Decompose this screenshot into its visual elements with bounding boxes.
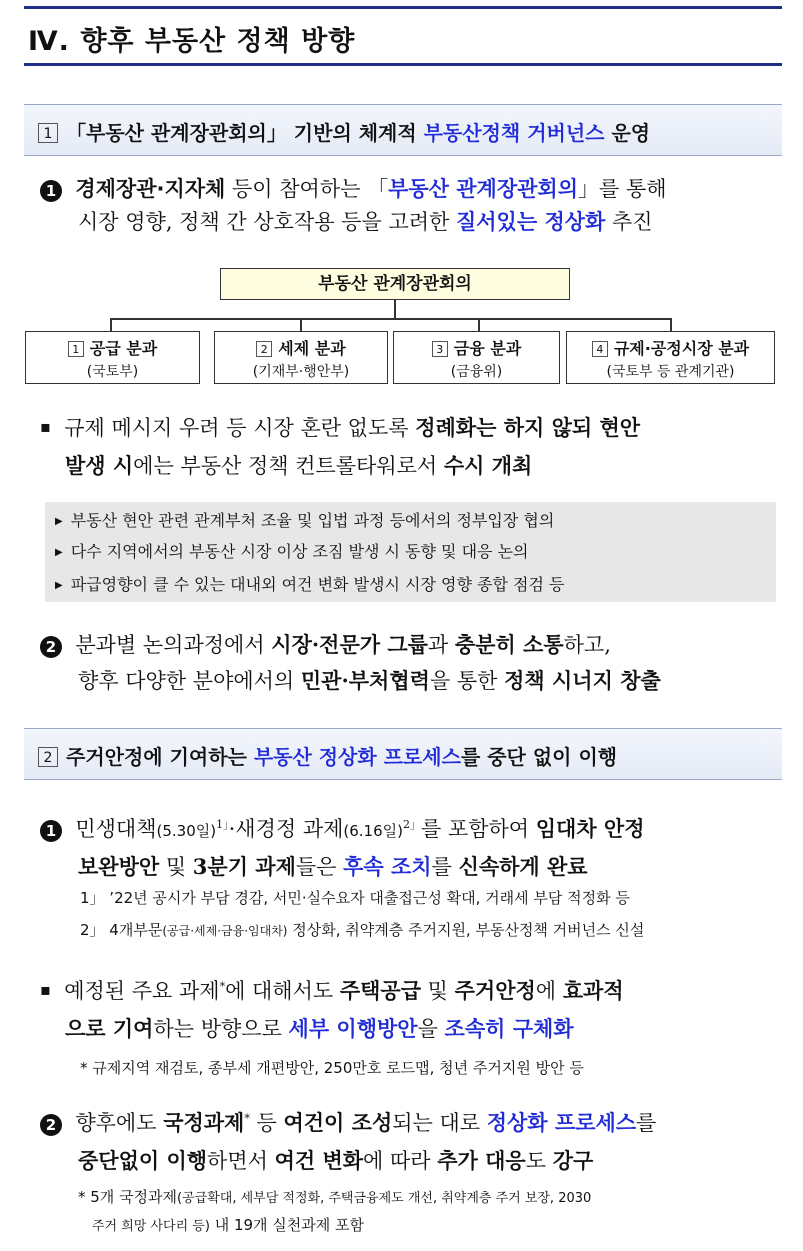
org-connector-1 xyxy=(110,318,112,331)
section-1-number: 1 xyxy=(38,123,58,143)
footnote-2: 2」 4개부문(공급·세제·금융·임대차) 정상화, 취약계층 주거지원, 부동산정책 거버넌스 신설 xyxy=(80,921,645,939)
section-2-title: 2 주거안정에 기여하는 부동산 정상화 프로세스를 중단 없이 이행 xyxy=(38,741,617,770)
triangle-bullet-icon: ▶ xyxy=(55,516,63,527)
section-2-header xyxy=(24,728,782,780)
org-connector-vertical xyxy=(394,300,396,318)
page-title-block xyxy=(24,6,782,66)
detail-item-3: ▶ 파급영향이 클 수 있는 대내외 여건 변화 발생시 시장 영향 종합 점검 등 xyxy=(55,575,565,594)
s1-point-1: 1 경제장관·지자체 등이 참여하는 「부동산 관계장관회의」를 통해 시장 영향, 정책 간 상호작용 등을 고려한 질서있는 정상화 추진 xyxy=(40,173,667,239)
circle-number-2: 2 xyxy=(40,636,62,658)
org-box-finance: 3 금융 분과 (금융위) xyxy=(393,331,560,384)
org-connector-horizontal xyxy=(110,318,672,320)
section-1-header xyxy=(24,104,782,156)
org-box-regulation: 4 규제·공정시장 분과 (국토부 등 관계기관) xyxy=(566,331,775,384)
s2-bullet: ▪ 예정된 주요 과제*에 대해서도 주택공급 및 주거안정에 효과적 으로 기여하는 방향으로 세부 이행방안을 조속히 구체화 xyxy=(40,978,624,1041)
org-connector-4 xyxy=(670,318,672,331)
org-box-supply: 1 공급 분과 (국토부) xyxy=(25,331,200,384)
org-connector-3 xyxy=(478,318,480,331)
s2-point-1: 1 민생대책(5.30일)$^{1」}$·새경정 과제(6.16일)$^{2」}$를 포함하여 임대차 안정 보완방안 및 3분기 과제들은 후속 조치를 신속하게 완료 xyxy=(40,807,645,885)
triangle-bullet-icon: ▶ xyxy=(55,547,63,558)
circle-number-1: 1 xyxy=(40,820,62,842)
org-top-box: 부동산 관계장관회의 xyxy=(220,268,570,300)
detail-item-1: ▶ 부동산 현안 관련 관계부처 조율 및 입법 과정 등에서의 정부입장 협의 xyxy=(55,511,555,530)
section-2-number: 2 xyxy=(38,747,58,767)
org-box-tax: 2 세제 분과 (기재부·행안부) xyxy=(214,331,388,384)
circle-number-1: 1 xyxy=(40,180,62,202)
circle-number-2: 2 xyxy=(40,1114,62,1136)
footnote-3: * 규제지역 재검토, 종부세 개편방안, 250만호 로드맵, 청년 주거지원 방안 등 xyxy=(80,1059,584,1077)
title-rule-top xyxy=(24,6,782,9)
section-2-highlight: 부동산 정상화 프로세스 xyxy=(253,745,461,769)
footnote-4: * 5개 국정과제(공급확대, 세부담 적정화, 주택금융제도 개선, 취약계층 주거 보장, 2030 주거 희망 사다리 등) 내 19개 실천과제 포함 xyxy=(78,1188,592,1234)
s1-bullet: ▪ 규제 메시지 우려 등 시장 혼란 없도록 정례화는 하지 않되 현안 발생 시에는 부동산 정책 컨트롤타워로서 수시 개최 xyxy=(40,415,641,478)
detail-item-2: ▶ 다수 지역에서의 부동산 시장 이상 조짐 발생 시 동향 및 대응 논의 xyxy=(55,542,529,561)
s2-point-2: 2 향후에도 국정과제* 등 여건이 조성되는 대로 정상화 프로세스를 중단없이 이행하면서 여건 변화에 따라 추가 대응도 강구 xyxy=(40,1100,656,1180)
triangle-bullet-icon: ▶ xyxy=(55,580,63,591)
section-1-highlight: 부동산정책 거버넌스 xyxy=(423,121,605,145)
title-rule-bottom xyxy=(24,63,782,66)
section-1-title: 1 「부동산 관계장관회의」 기반의 체계적 부동산정책 거버넌스 운영 xyxy=(38,117,650,146)
page-title: Ⅳ. 향후 부동산 정책 방향 xyxy=(28,26,356,57)
org-connector-2 xyxy=(300,318,302,331)
s1-point-2: 2 분과별 논의과정에서 시장·전문가 그룹과 충분히 소통하고, 향후 다양한 분야에서의 민관·부처협력을 통한 정책 시너지 창출 xyxy=(40,627,661,699)
footnote-1: 1」 ’22년 공시가 부담 경감, 서민·실수요자 대출접근성 확대, 거래세 부담 적정화 등 xyxy=(80,889,630,907)
detail-box xyxy=(45,502,776,602)
